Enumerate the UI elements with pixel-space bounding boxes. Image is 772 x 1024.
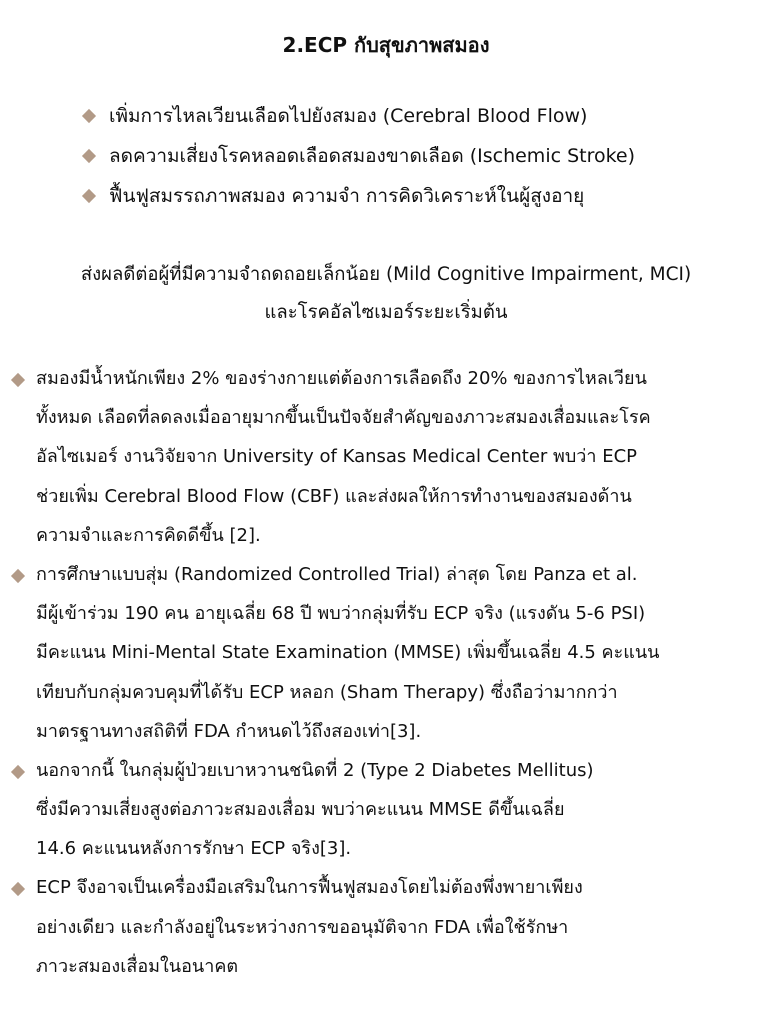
- paragraph-line: มีคะแนน Mini-Mental State Examination (MMSE) เพิ่มขึ้นเฉลี่ย 4.5 คะแนน: [36, 642, 660, 664]
- paragraph-line: ภาวะสมองเสื่อมในอนาคต: [36, 955, 239, 977]
- paragraph-line: การศึกษาแบบสุ่ม (Randomized Controlled Trial) ล่าสุด โดย Panza et al.: [36, 563, 638, 585]
- paragraph-line: เทียบกับกลุ่มควบคุมที่ได้รับ ECP หลอก (Sham Therapy) ซึ่งถือว่ามากกว่า: [36, 681, 618, 703]
- list-item-text: ฟื้นฟูสมรรถภาพสมอง ความจำ การคิดวิเคราะห์ในผู้สูงอายุ: [109, 185, 585, 207]
- paragraph-line: ECP จึงอาจเป็นเครื่องมือเสริมในการฟื้นฟูสมองโดยไม่ต้องพึ่งพายาเพียง: [36, 877, 583, 899]
- list-item: [10, 751, 768, 869]
- list-item-text: เพิ่มการไหลเวียนเลือดไปยังสมอง (Cerebral Blood Flow): [109, 105, 588, 127]
- diamond-bullet-icon: [11, 882, 25, 896]
- paragraph-line: มีผู้เข้าร่วม 190 คน อายุเฉลี่ย 68 ปี พบว่ากลุ่มที่รับ ECP จริง (แรงดัน 5-6 PSI): [36, 603, 646, 625]
- diamond-bullet-icon: [82, 149, 96, 163]
- paragraph-line: 14.6 คะแนนหลังการรักษา ECP จริง[3].: [36, 838, 352, 860]
- paragraph-line: นอกจากนี้ ในกลุ่มผู้ป่วยเบาหวานชนิดที่ 2 (Type 2 Diabetes Mellitus): [36, 759, 594, 781]
- summary-statement: [0, 256, 772, 332]
- list-item: [10, 868, 768, 986]
- diamond-bullet-icon: [82, 189, 96, 203]
- list-item: [10, 359, 768, 555]
- paragraph-line: ซึ่งมีความเสี่ยงสูงต่อภาวะสมองเสื่อม พบว่าคะแนน MMSE ดีขึ้นเฉลี่ย: [36, 799, 565, 821]
- diamond-bullet-icon: [11, 765, 25, 779]
- paragraph-line: ความจำและการคิดดีขึ้น [2].: [36, 524, 261, 546]
- page-title: 2.ECP กับสุขภาพสมอง: [282, 33, 490, 57]
- paragraph-line: มาตรฐานทางสถิติที่ FDA กำหนดไว้ถึงสองเท่า[3].: [36, 720, 422, 742]
- paragraph-line: สมองมีน้ำหนักเพียง 2% ของร่างกายแต่ต้องการเลือดถึง 20% ของการไหลเวียน: [36, 368, 647, 389]
- paragraph-line: ช่วยเพิ่ม Cerebral Blood Flow (CBF) และส่งผลให้การทำงานของสมองด้าน: [36, 485, 632, 507]
- list-item: [80, 96, 760, 136]
- paragraph-line: อย่างเดียว และกำลังอยู่ในระหว่างการขออนุมัติจาก FDA เพื่อใช้รักษา: [36, 916, 569, 938]
- diamond-bullet-icon: [11, 373, 25, 387]
- paragraph-line: ทั้งหมด เลือดที่ลดลงเมื่ออายุมากขึ้นเป็นปัจจัยสำคัญของภาวะสมองเสื่อมและโรค: [36, 407, 651, 429]
- diamond-bullet-icon: [82, 109, 96, 123]
- summary-line: ส่งผลดีต่อผู้ที่มีความจำถดถอยเล็กน้อย (Mild Cognitive Impairment, MCI): [80, 264, 692, 285]
- list-item: [80, 176, 760, 216]
- list-item: [10, 555, 768, 751]
- evidence-list: [10, 359, 768, 986]
- list-item: [80, 136, 760, 176]
- key-benefits-list: [80, 96, 760, 216]
- paragraph-line: อัลไซเมอร์ งานวิจัยจาก University of Kansas Medical Center พบว่า ECP: [36, 446, 638, 468]
- diamond-bullet-icon: [11, 569, 25, 583]
- summary-line: และโรคอัลไซเมอร์ระยะเริ่มต้น: [264, 302, 508, 323]
- list-item-text: ลดความเสี่ยงโรคหลอดเลือดสมองขาดเลือด (Ischemic Stroke): [109, 145, 636, 167]
